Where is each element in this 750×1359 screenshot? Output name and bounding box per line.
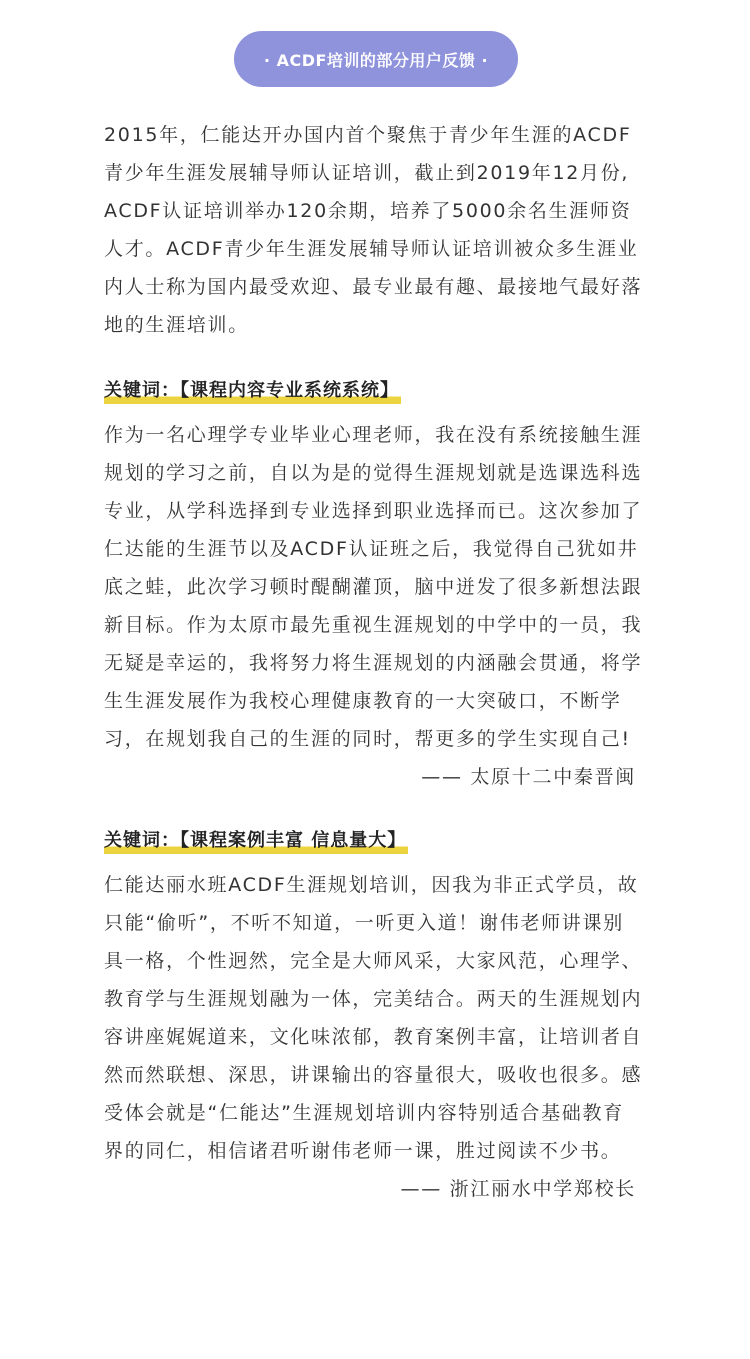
intro-paragraph: 2015年，仁能达开办国内首个聚焦于青少年生涯的ACDF青少年生涯发展辅导师认证培训，截止到2019年12月份, ACDF认证培训举办120余期，培养了5000余名生涯师资人才。ACDF青少年生涯发展辅导师认证培训被众多生涯业内人士称为国内最受欢迎、最专业最有趣、最接地气最好落地的生涯培训。 — [104, 124, 643, 336]
spacer — [104, 796, 644, 822]
spacer — [104, 344, 644, 372]
feedback-paragraph-2: 仁能达丽水班ACDF生涯规划培训，因我为非正式学员，故只能“偷听”，不听不知道，一听更入道！谢伟老师讲课别具一格，个性迥然，完全是大师风采，大家风范，心理学、教育学与生涯规划融为一体，完美结合。两天的生涯规划内容讲座娓娓道来，文化味浓郁，教育案例丰富，让培训者自然而然联想、深思，讲课输出的容量很大，吸收也很多。感受体会就是“仁能达”生涯规划培训内容特别适合基础教育界的同仁，相信诸君听谢伟老师一课，胜过阅读不少书。 — [104, 874, 643, 1162]
keyword-heading-2: 关键词：【课程案例丰富 信息量大】 — [104, 828, 408, 854]
keyword-heading-1-wrap — [104, 372, 644, 410]
feedback-signature-2: —— 浙江丽水中学郑校长 — [400, 1178, 636, 1200]
feedback-paragraph-1: 作为一名心理学专业毕业心理老师，我在没有系统接触生涯规划的学习之前，自以为是的觉得生涯规划就是选课选科选专业，从学科选择到专业选择到职业选择而已。这次参加了仁达能的生涯节以及ACDF认证班之后，我觉得自己犹如井底之蛙，此次学习顿时醍醐灌顶，脑中迸发了很多新想法跟新目标。作为太原市最先重视生涯规划的中学中的一员，我无疑是幸运的，我将努力将生涯规划的内涵融会贯通，将学生生涯发展作为我校心理健康教育的一大突破口，不断学习，在规划我自己的生涯的同时，帮更多的学生实现自己! — [104, 424, 643, 750]
section-title-badge: · ACDF培训的部分用户反馈 · — [234, 31, 518, 87]
article-body — [104, 116, 644, 1208]
feedback-signature-1: —— 太原十二中秦晋闽 — [421, 766, 636, 788]
keyword-heading-1: 关键词：【课程内容专业系统系统】 — [104, 378, 401, 404]
keyword-heading-2-wrap — [104, 822, 644, 860]
